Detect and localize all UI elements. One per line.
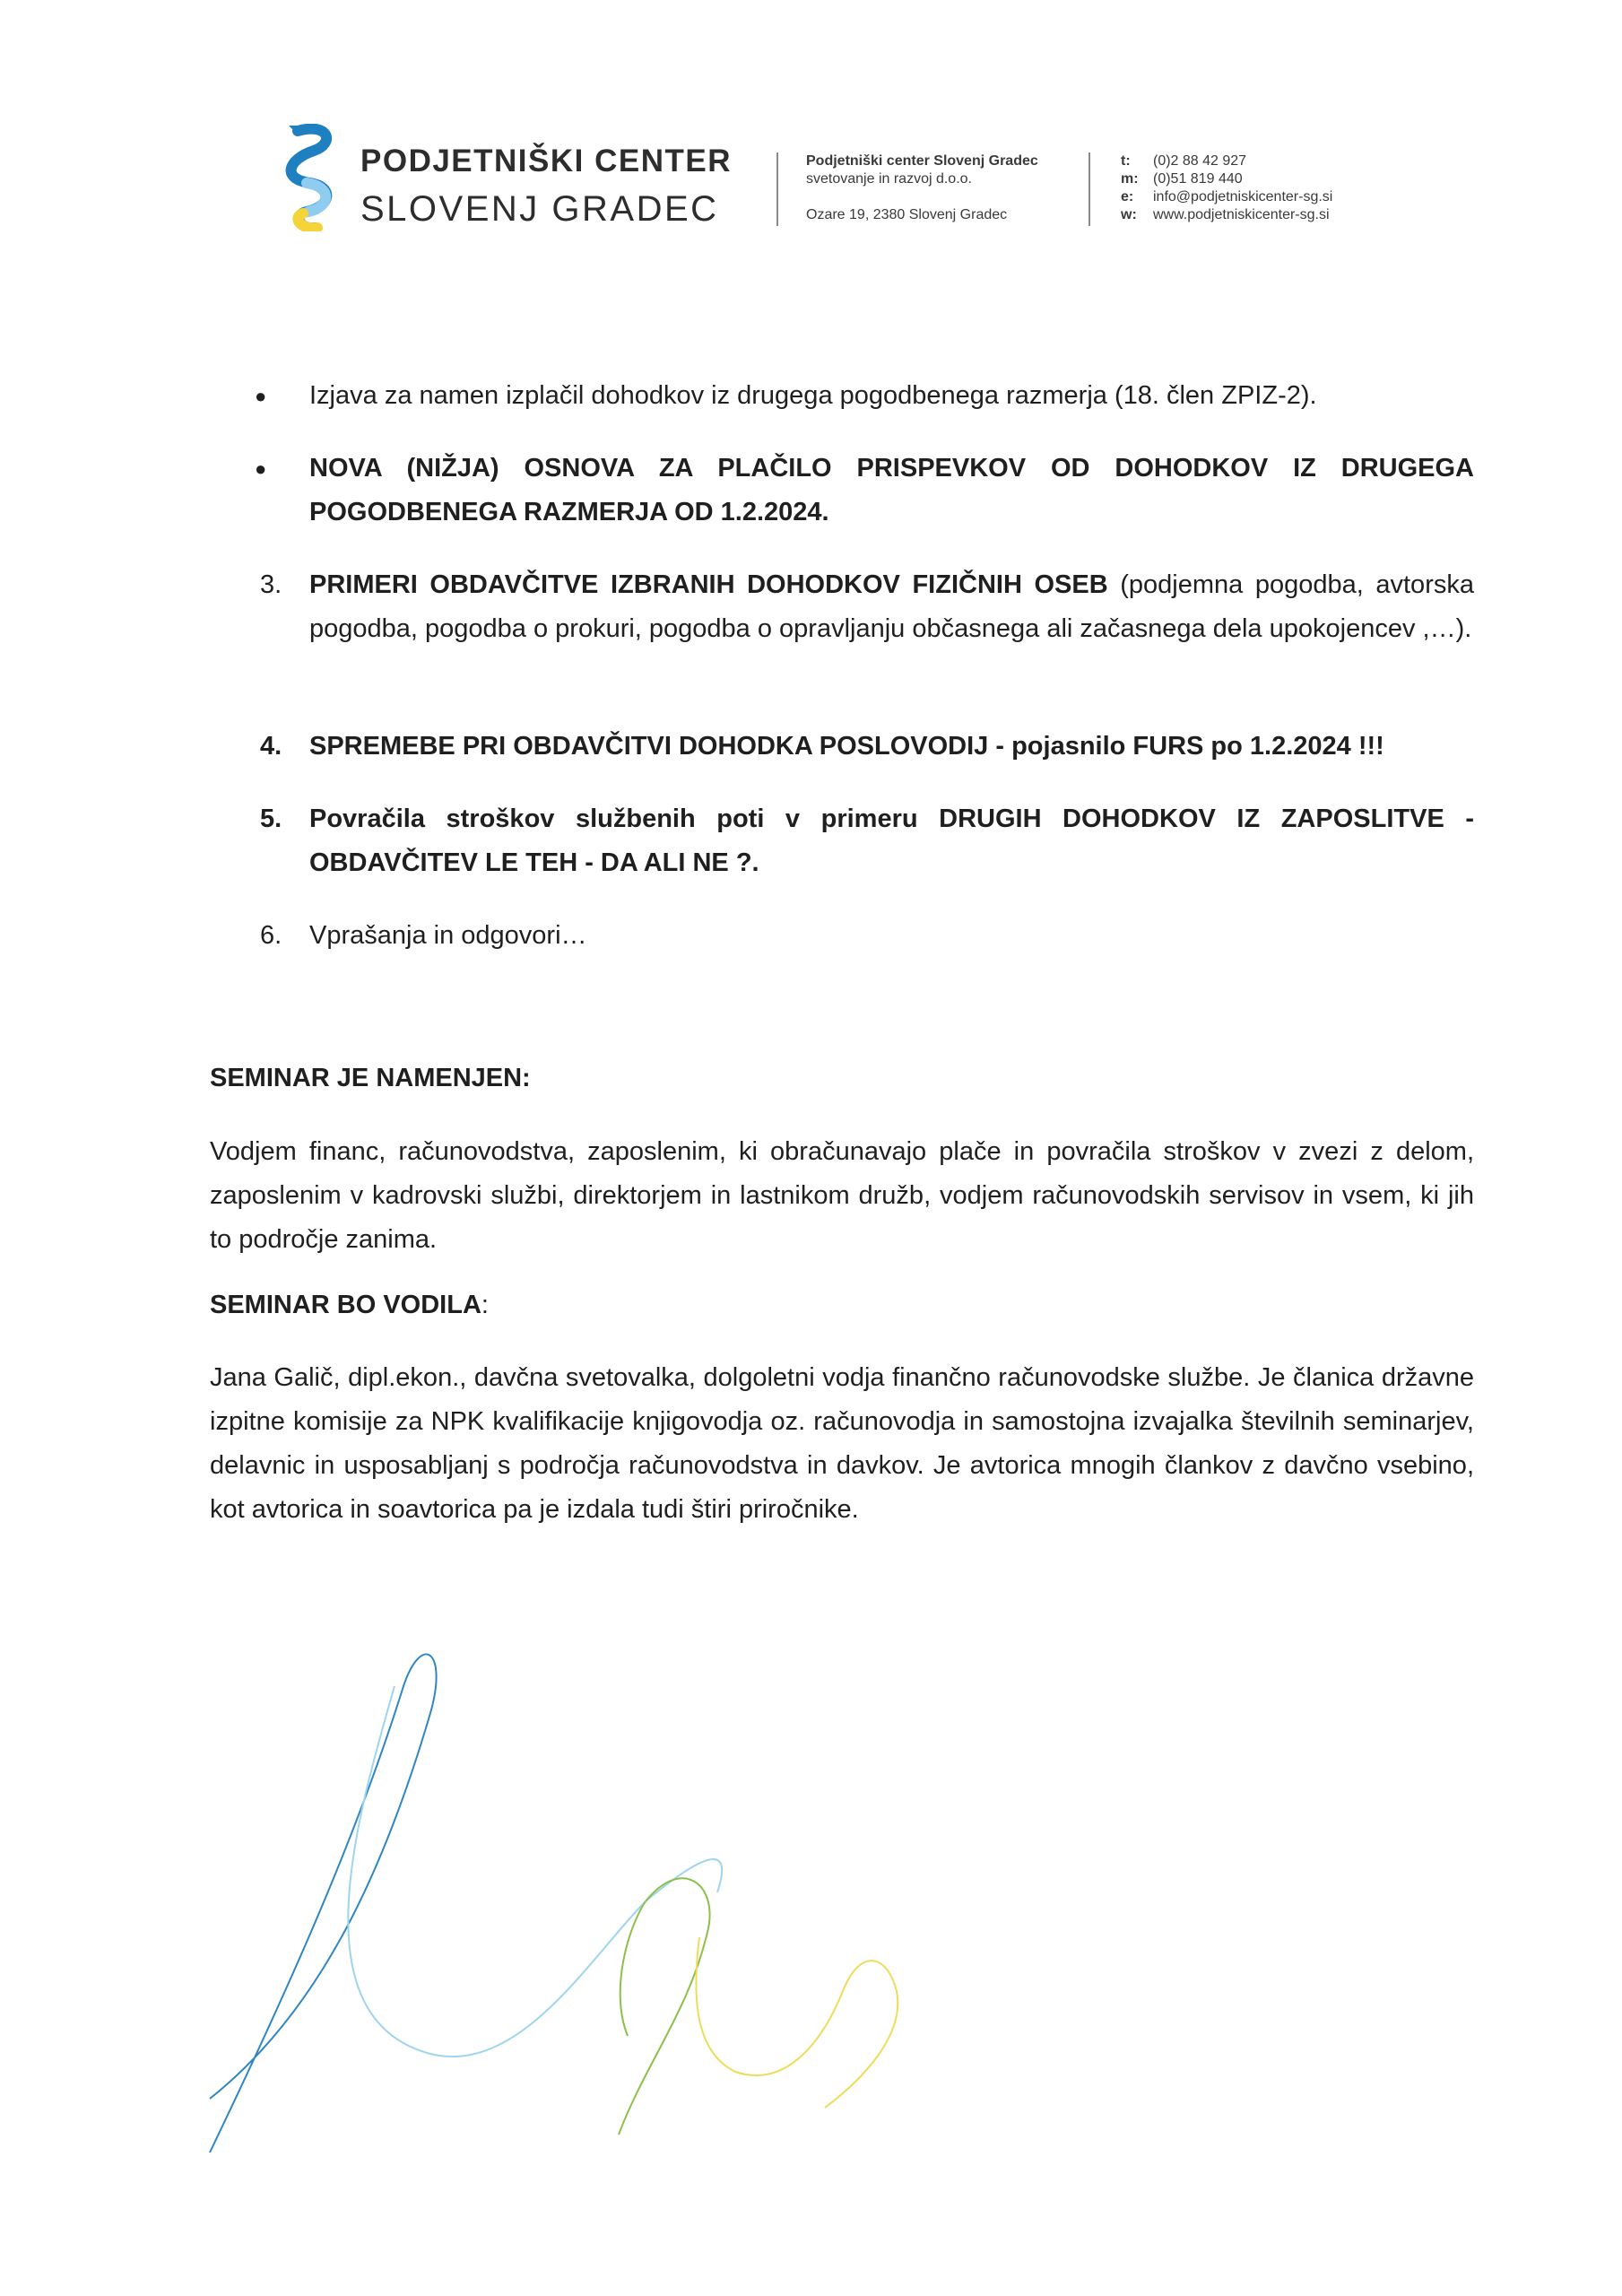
list-item-text [309, 563, 1474, 651]
paragraph: Vodjem financ, računovodstva, zaposlenim, ki obračunavajo plače in povračila stroškov v zvezi z delom, zaposlenim v kadrovski službi, direktorjem in lastnikom družb, vodjem računovodskih servisov in vsem, ki jih to področje zanima. [210, 1137, 1474, 1254]
list-item-text: Povračila stroškov službenih poti v primeru DRUGIH DOHODKOV IZ ZAPOSLITVE - OBDAVČITEV LE TEH - DA ALI NE ?. [309, 804, 1474, 877]
letterhead [0, 0, 1622, 251]
list-item [210, 725, 1474, 769]
logo-line-1: PODJETNIŠKI CENTER [360, 144, 732, 178]
contact-key: w: [1121, 207, 1137, 222]
swirl-lightblue-stroke [348, 1686, 722, 2057]
decorative-swirl [0, 1632, 1622, 2170]
contact-value: (0)51 819 440 [1153, 171, 1243, 187]
list-number: 3. [260, 570, 282, 599]
contact-key: m: [1121, 171, 1139, 187]
contact-list [1121, 152, 1332, 224]
logo-wordmark [360, 144, 732, 230]
bullet-icon: ● [255, 457, 267, 480]
company-info [806, 152, 1038, 224]
swirl-yellow-stroke [696, 1937, 898, 2108]
swirl-blue-stroke [210, 1654, 437, 2152]
list-item [210, 447, 1474, 535]
company-name: Podjetniški center Slovenj Gradec [806, 153, 1038, 169]
list-number: 6. [260, 921, 282, 950]
list-number: 5. [260, 804, 282, 833]
section-heading [210, 1283, 1474, 1327]
list-item [210, 914, 1474, 958]
contact-value[interactable]: www.podjetniskicenter-sg.si [1153, 207, 1330, 222]
paragraph: Jana Galič, dipl.ekon., davčna svetovalka, dolgoletni vodja finančno računovodske službe. Je članica državne izpitne komisije za NPK kvalifikacije knjigovodja oz. računovodja in samostojna izvajalka številnih seminarjev, delavnic in usposabljanj s področja računovodstva in davkov. Je avtorica mnogih člankov z davčno vsebino, kot avtorica in soavtorica pa je izdala tudi štiri priročnike. [210, 1363, 1474, 1524]
list-item-text: NOVA (NIŽJA) OSNOVA ZA PLAČILO PRISPEVKOV OD DOHODKOV IZ DRUGEGA POGODBENEGA RAZMERJA OD 1.2.2024. [309, 454, 1474, 526]
contact-mobile [1121, 170, 1332, 188]
section-heading-colon: : [481, 1291, 489, 1319]
logo-icon [280, 124, 343, 231]
list-item-bold: PRIMERI OBDAVČITVE IZBRANIH DOHODKOV FIZIČNIH OSEB [309, 570, 1108, 599]
list-item-text: Izjava za namen izplačil dohodkov iz drugega pogodbenega razmerja (18. člen ZPIZ-2). [309, 381, 1317, 410]
list-item-text: Vprašanja in odgovori… [309, 921, 587, 950]
bullet-icon: ● [255, 385, 267, 407]
logo-line-2: SLOVENJ GRADEC [360, 189, 719, 229]
section-heading-text: SEMINAR BO VODILA [210, 1291, 481, 1319]
contact-web [1121, 206, 1332, 224]
contact-value: (0)2 88 42 927 [1153, 153, 1247, 169]
contact-email [1121, 188, 1332, 206]
list-item-text: SPREMEBE PRI OBDAVČITVI DOHODKA POSLOVODIJ - pojasnilo FURS po 1.2.2024 !!! [309, 732, 1384, 761]
list-item [210, 797, 1474, 885]
list-number: 4. [260, 732, 282, 761]
swirl-green-stroke [620, 1901, 646, 2036]
contact-phone [1121, 152, 1332, 170]
contact-key: e: [1121, 189, 1134, 204]
list-item-rest: (podjemna pogodba, avtorska pogodba, pogodba o prokuri, pogodba o opravljanju občasnega ali začasnega dela upokojencev ,…). [309, 570, 1474, 643]
company-address: Ozare 19, 2380 Slovenj Gradec [806, 207, 1008, 222]
header-divider [1089, 152, 1090, 226]
header-divider [776, 152, 778, 226]
company-subtitle: svetovanje in razvoj d.o.o. [806, 171, 972, 187]
list-item [210, 563, 1474, 651]
list-item [210, 374, 1474, 418]
section-heading: SEMINAR JE NAMENJEN: [210, 1064, 531, 1092]
contact-key: t: [1121, 153, 1131, 169]
contact-value[interactable]: info@podjetniskicenter-sg.si [1153, 189, 1333, 204]
